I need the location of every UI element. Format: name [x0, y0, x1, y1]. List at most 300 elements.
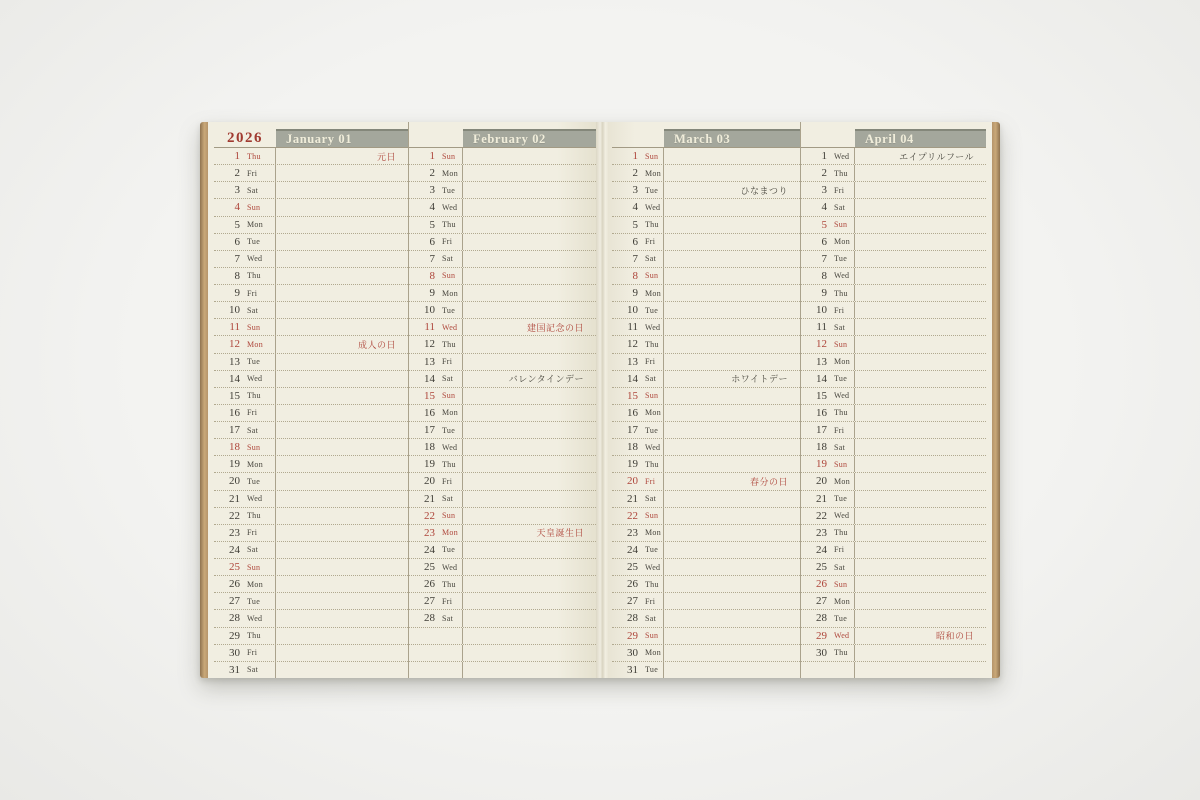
note-cell [276, 525, 408, 541]
day-cell [409, 165, 463, 181]
day-row-april-6 [801, 234, 986, 251]
weekday-label: Thu [834, 288, 848, 298]
day-cell [214, 473, 276, 489]
note-cell [664, 576, 800, 592]
note-cell [664, 662, 800, 678]
weekday-label: Thu [247, 631, 261, 641]
note-cell [664, 336, 800, 352]
day-row-february-18 [409, 439, 596, 456]
note-cell [276, 559, 408, 575]
weekday-label: Thu [442, 339, 456, 349]
note-cell [855, 576, 986, 592]
month-title-february: February 02 [463, 129, 596, 147]
day-row-january-11 [214, 319, 408, 336]
day-row-april-4 [801, 199, 986, 216]
day-number: 13 [816, 355, 827, 368]
month-title-march: March 03 [664, 129, 800, 147]
day-row-february-10 [409, 302, 596, 319]
weekday-label: Tue [442, 185, 456, 195]
day-row-february-23 [409, 525, 596, 542]
day-row-january-26 [214, 576, 408, 593]
weekday-label: Fri [442, 476, 453, 486]
day-cell [612, 165, 664, 181]
day-number: 26 [816, 578, 827, 591]
weekday-label: Thu [834, 648, 848, 658]
day-cell [801, 628, 855, 644]
note-cell [855, 148, 986, 164]
weekday-label: Mon [247, 459, 264, 469]
day-cell [409, 456, 463, 472]
weekday-label: Wed [834, 271, 850, 281]
day-number: 13 [229, 355, 240, 368]
day-cell [409, 371, 463, 387]
day-cell [612, 319, 664, 335]
day-cell [214, 593, 276, 609]
note-cell [855, 251, 986, 267]
note-cell [276, 199, 408, 215]
day-number: 5 [821, 218, 827, 231]
day-cell [801, 491, 855, 507]
day-number: 9 [234, 287, 240, 300]
day-number: 22 [229, 509, 240, 522]
day-row-january-3 [214, 182, 408, 199]
day-cell [409, 593, 463, 609]
weekday-label: Sun [247, 562, 261, 572]
day-row-march-2 [612, 165, 800, 182]
day-row-april-3 [801, 182, 986, 199]
day-cell [409, 508, 463, 524]
day-row-january-23 [214, 525, 408, 542]
day-row-january-31 [214, 662, 408, 678]
day-number: 24 [229, 543, 240, 556]
day-cell [801, 285, 855, 301]
day-cell [612, 525, 664, 541]
day-cell [801, 302, 855, 318]
day-row-february-13 [409, 354, 596, 371]
holiday-label: ひなまつり [740, 185, 788, 196]
day-number: 20 [424, 475, 435, 488]
note-cell [463, 319, 596, 335]
note-cell [463, 628, 596, 644]
day-cell [214, 610, 276, 626]
note-cell [276, 542, 408, 558]
weekday-label: Sat [834, 562, 846, 572]
day-cell [612, 234, 664, 250]
day-number: 17 [229, 424, 240, 437]
day-number: 12 [424, 338, 435, 351]
day-row-march-30 [612, 645, 800, 662]
day-number: 8 [821, 269, 827, 282]
note-cell [276, 610, 408, 626]
day-number: 13 [627, 355, 638, 368]
day-cell [801, 508, 855, 524]
weekday-label: Sun [834, 459, 848, 469]
day-number: 16 [627, 406, 638, 419]
note-cell [855, 593, 986, 609]
day-number: 8 [234, 269, 240, 282]
weekday-label: Fri [247, 168, 258, 178]
day-cell [801, 593, 855, 609]
day-row-january-27 [214, 593, 408, 610]
note-cell [463, 525, 596, 541]
weekday-label: Wed [834, 391, 850, 401]
day-cell [214, 182, 276, 198]
day-number: 18 [627, 441, 638, 454]
holiday-label: 成人の日 [357, 339, 396, 350]
weekday-label: Sun [645, 391, 659, 401]
day-row-february-25 [409, 559, 596, 576]
day-cell [612, 354, 664, 370]
day-cell [612, 491, 664, 507]
weekday-label: Mon [442, 168, 459, 178]
day-number: 3 [234, 184, 240, 197]
day-cell [409, 199, 463, 215]
weekday-label: Mon [834, 476, 851, 486]
day-number: 25 [627, 561, 638, 574]
day-row-march-26 [612, 576, 800, 593]
day-row-april-16 [801, 405, 986, 422]
day-cell [409, 405, 463, 421]
note-cell [855, 336, 986, 352]
day-row-march-15 [612, 388, 800, 405]
weekday-label: Tue [247, 237, 261, 247]
note-cell [276, 508, 408, 524]
weekday-label: Sat [442, 254, 454, 264]
weekday-label: Mon [645, 168, 662, 178]
weekday-label: Sun [247, 442, 261, 452]
day-cell [214, 319, 276, 335]
day-row-january-20 [214, 473, 408, 490]
header-corner-april [801, 122, 855, 147]
day-row-april-28 [801, 610, 986, 627]
note-cell [855, 491, 986, 507]
note-cell [276, 593, 408, 609]
day-cell [612, 217, 664, 233]
weekday-label: Fri [645, 476, 656, 486]
weekday-label: Wed [834, 631, 850, 641]
note-cell [664, 234, 800, 250]
note-cell [855, 217, 986, 233]
day-row-february-16 [409, 405, 596, 422]
day-number: 9 [632, 287, 638, 300]
note-cell [276, 234, 408, 250]
note-cell [463, 388, 596, 404]
day-cell [409, 285, 463, 301]
note-cell [276, 268, 408, 284]
day-number: 30 [627, 646, 638, 659]
weekday-label: Sun [645, 631, 659, 641]
day-number: 16 [229, 406, 240, 419]
day-number: 12 [816, 338, 827, 351]
weekday-label: Wed [247, 613, 263, 623]
day-number: 31 [627, 663, 638, 676]
day-number: 28 [229, 612, 240, 625]
day-row-april-13 [801, 354, 986, 371]
weekday-label: Sun [645, 151, 659, 161]
day-row-april-18 [801, 439, 986, 456]
day-cell [612, 559, 664, 575]
weekday-label: Thu [442, 579, 456, 589]
day-cell [214, 148, 276, 164]
day-number: 8 [632, 269, 638, 282]
note-cell [664, 542, 800, 558]
weekday-label: Fri [442, 237, 453, 247]
weekday-label: Wed [645, 202, 661, 212]
note-cell [463, 576, 596, 592]
day-row-february-20 [409, 473, 596, 490]
weekday-label: Sun [247, 202, 261, 212]
day-number: 11 [816, 321, 827, 334]
day-number: 10 [627, 304, 638, 317]
note-cell [664, 422, 800, 438]
note-cell [664, 251, 800, 267]
day-row-february-4 [409, 199, 596, 216]
day-row-april-30 [801, 645, 986, 662]
note-cell [276, 182, 408, 198]
day-number: 20 [229, 475, 240, 488]
day-cell [214, 251, 276, 267]
day-cell [214, 354, 276, 370]
day-cell [409, 354, 463, 370]
day-number: 30 [816, 646, 827, 659]
day-number: 5 [234, 218, 240, 231]
day-number: 27 [816, 595, 827, 608]
day-number: 20 [627, 475, 638, 488]
day-row-april-19 [801, 456, 986, 473]
note-cell [276, 628, 408, 644]
day-cell [409, 388, 463, 404]
day-number: 10 [424, 304, 435, 317]
weekday-label: Wed [442, 202, 458, 212]
header-corner-march [612, 122, 664, 147]
note-cell [463, 234, 596, 250]
day-row-january-8 [214, 268, 408, 285]
day-number: 28 [424, 612, 435, 625]
day-row-march-19 [612, 456, 800, 473]
day-row-february-6 [409, 234, 596, 251]
day-number: 16 [816, 406, 827, 419]
day-row-april-22 [801, 508, 986, 525]
day-cell [801, 371, 855, 387]
day-row-march-27 [612, 593, 800, 610]
day-row-january-2 [214, 165, 408, 182]
year-label: 2026 [227, 130, 263, 146]
day-number: 13 [424, 355, 435, 368]
day-row-march-4 [612, 199, 800, 216]
day-row-january-5 [214, 217, 408, 234]
day-row-january-16 [214, 405, 408, 422]
day-row-january-12 [214, 336, 408, 353]
day-cell [409, 422, 463, 438]
day-number: 19 [816, 458, 827, 471]
weekday-label: Tue [645, 545, 659, 555]
day-number: 4 [429, 201, 435, 214]
day-cell [214, 302, 276, 318]
day-row-january-24 [214, 542, 408, 559]
day-row-january-17 [214, 422, 408, 439]
weekday-label: Sun [645, 511, 659, 521]
weekday-label: Sun [442, 271, 456, 281]
day-number: 17 [424, 424, 435, 437]
weekday-label: Fri [247, 288, 258, 298]
day-cell [612, 302, 664, 318]
note-cell [664, 610, 800, 626]
day-number: 21 [816, 492, 827, 505]
note-cell [855, 182, 986, 198]
day-row-january-29 [214, 628, 408, 645]
note-cell [664, 645, 800, 661]
weekday-label: Mon [247, 220, 264, 230]
note-cell [463, 473, 596, 489]
weekday-label: Wed [834, 151, 850, 161]
day-row-april-17 [801, 422, 986, 439]
holiday-label: 昭和の日 [935, 631, 974, 642]
weekday-label: Tue [247, 596, 261, 606]
note-cell [463, 491, 596, 507]
note-cell [463, 268, 596, 284]
day-cell [409, 662, 463, 678]
day-row-april-2 [801, 165, 986, 182]
cover-edge-left [200, 122, 208, 678]
day-row-january-25 [214, 559, 408, 576]
day-cell [409, 148, 463, 164]
day-number: 30 [229, 646, 240, 659]
weekday-label: Tue [442, 305, 456, 315]
day-row-march-11 [612, 319, 800, 336]
day-row-april-12 [801, 336, 986, 353]
note-cell [463, 336, 596, 352]
day-number: 25 [816, 561, 827, 574]
weekday-label: Sun [442, 391, 456, 401]
day-number: 1 [821, 150, 827, 163]
day-cell [214, 217, 276, 233]
weekday-label: Sat [247, 425, 259, 435]
day-row-march-13 [612, 354, 800, 371]
month-header-row-february [409, 122, 596, 148]
weekday-label: Thu [834, 528, 848, 538]
day-row-march-24 [612, 542, 800, 559]
weekday-label: Wed [834, 511, 850, 521]
holiday-label: ホワイトデー [731, 374, 788, 385]
day-cell [612, 473, 664, 489]
weekday-label: Thu [645, 579, 659, 589]
weekday-label: Sat [247, 305, 259, 315]
day-cell [801, 576, 855, 592]
weekday-label: Mon [442, 408, 459, 418]
day-row-march-6 [612, 234, 800, 251]
note-cell [463, 285, 596, 301]
weekday-label: Fri [247, 528, 258, 538]
day-cell [801, 473, 855, 489]
weekday-label: Wed [442, 442, 458, 452]
weekday-label: Wed [645, 442, 661, 452]
weekday-label: Tue [834, 494, 848, 504]
day-number: 2 [429, 167, 435, 180]
day-row-march-17 [612, 422, 800, 439]
center-binding-seam [596, 122, 608, 678]
note-cell [855, 354, 986, 370]
weekday-label: Tue [247, 357, 261, 367]
note-cell [664, 439, 800, 455]
weekday-label: Sat [645, 494, 657, 504]
note-cell [276, 285, 408, 301]
day-cell [214, 491, 276, 507]
right-page [608, 122, 992, 678]
weekday-label: Tue [442, 545, 456, 555]
weekday-label: Sun [442, 151, 456, 161]
day-row-january-30 [214, 645, 408, 662]
day-cell [214, 662, 276, 678]
day-cell [409, 525, 463, 541]
note-cell [664, 302, 800, 318]
day-number: 20 [816, 475, 827, 488]
weekday-label: Sat [645, 254, 657, 264]
weekday-label: Fri [834, 545, 845, 555]
month-column-january [214, 122, 408, 678]
day-number: 23 [229, 526, 240, 539]
note-cell [855, 456, 986, 472]
day-cell [214, 439, 276, 455]
day-cell [612, 439, 664, 455]
holiday-label: 建国記念の日 [526, 322, 584, 333]
day-number: 2 [821, 167, 827, 180]
day-cell [409, 645, 463, 661]
day-number: 5 [632, 218, 638, 231]
day-cell [612, 182, 664, 198]
day-number: 25 [229, 561, 240, 574]
day-row-march-3 [612, 182, 800, 199]
day-cell [409, 302, 463, 318]
note-cell [855, 662, 986, 678]
day-number: 10 [816, 304, 827, 317]
weekday-label: Mon [247, 339, 264, 349]
day-number: 26 [424, 578, 435, 591]
day-cell [214, 234, 276, 250]
note-cell [276, 165, 408, 181]
weekday-label: Sat [247, 185, 259, 195]
note-cell [664, 628, 800, 644]
day-number: 26 [229, 578, 240, 591]
day-number: 4 [234, 201, 240, 214]
weekday-label: Tue [834, 374, 848, 384]
day-number: 15 [627, 389, 638, 402]
note-cell [855, 371, 986, 387]
note-cell [664, 456, 800, 472]
weekday-label: Sat [645, 374, 657, 384]
weekday-label: Tue [645, 425, 659, 435]
day-cell [409, 439, 463, 455]
day-cell [409, 251, 463, 267]
weekday-label: Sat [834, 322, 846, 332]
day-cell [214, 268, 276, 284]
weekday-label: Fri [645, 596, 656, 606]
weekday-label: Thu [247, 151, 261, 161]
day-cell [409, 473, 463, 489]
note-cell [664, 182, 800, 198]
note-cell [463, 199, 596, 215]
day-number: 15 [424, 389, 435, 402]
weekday-label: Wed [645, 322, 661, 332]
note-cell [463, 302, 596, 318]
day-cell [801, 422, 855, 438]
day-number: 29 [816, 629, 827, 642]
note-cell [276, 439, 408, 455]
weekday-label: Fri [645, 357, 656, 367]
day-cell [801, 388, 855, 404]
weekday-label: Wed [645, 562, 661, 572]
weekday-label: Mon [645, 408, 662, 418]
holiday-label: 春分の日 [749, 476, 788, 487]
